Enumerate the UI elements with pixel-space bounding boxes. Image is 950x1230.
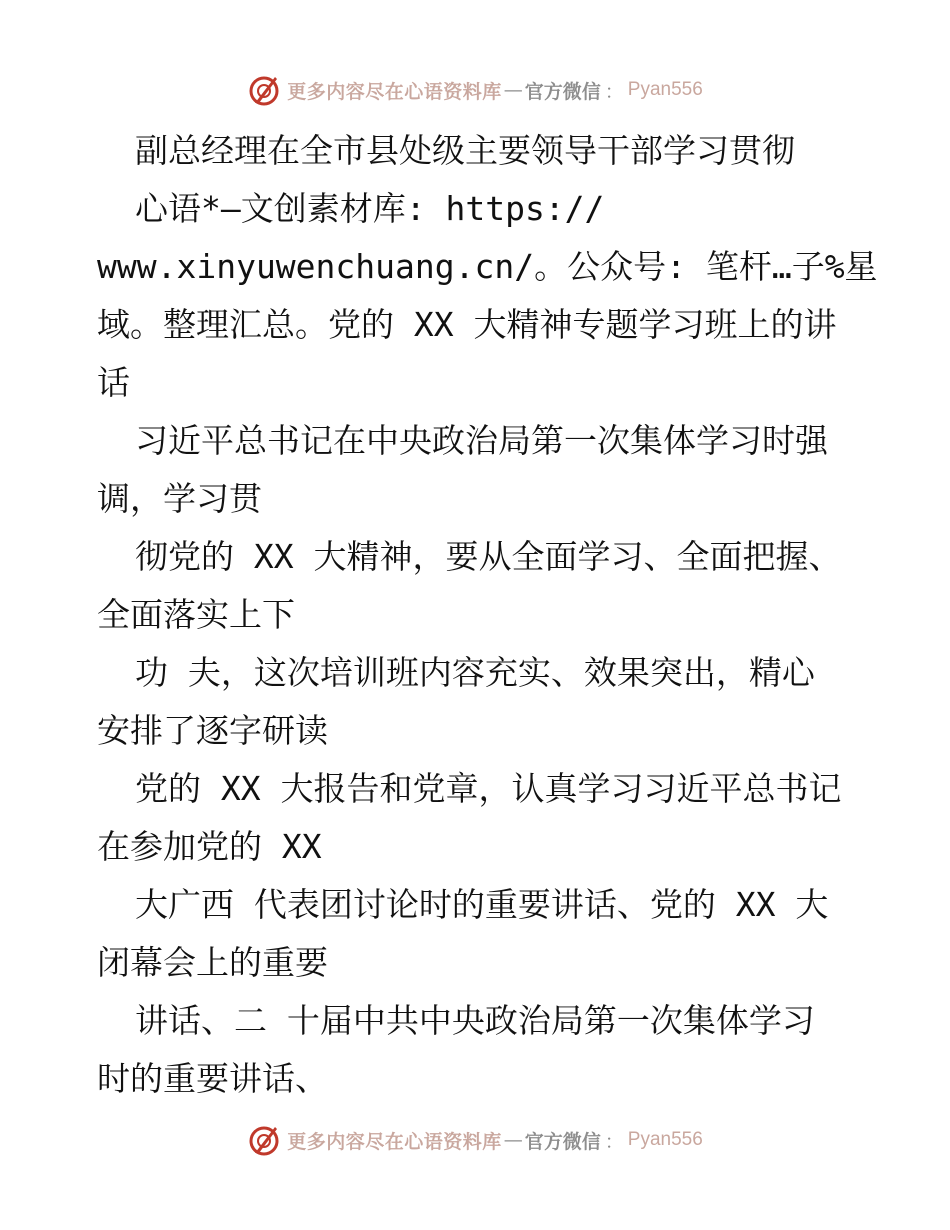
text-line: 习近平总书记在中央政治局第一次集体学习时强 — [135, 421, 828, 460]
quill-seal-icon — [247, 73, 281, 107]
watermark-site-text: 更多内容尽在心语资料库 — [287, 1130, 502, 1153]
text-line: 域。整理汇总。党的 XX 大精神专题学习班上的讲 — [97, 305, 837, 344]
watermark-wechat-label: 官方微信 — [524, 80, 601, 103]
text-line: 调，学习贯 — [97, 479, 262, 518]
text-line: 副总经理在全市县处级主要领导干部学习贯彻 — [135, 131, 795, 170]
text-line: 在参加党的 XX — [97, 827, 322, 866]
text-line: 彻党的 XX 大精神，要从全面学习、全面把握、 — [135, 537, 842, 576]
text-line: 闭幕会上的重要 — [97, 943, 328, 982]
watermark-separator: — — [503, 1129, 523, 1151]
watermark-wechat-id: Pyan556 — [627, 1129, 703, 1150]
watermark-colon: ： — [604, 80, 624, 103]
watermark-separator: — — [503, 79, 523, 101]
text-line: 党的 XX 大报告和党章，认真学习习近平总书记 — [135, 769, 842, 808]
text-line: 安排了逐字研读 — [97, 711, 328, 750]
watermark-wechat-label: 官方微信 — [524, 1130, 601, 1153]
text-line: 功 夫，这次培训班内容充实、效果突出，精心 — [135, 653, 815, 692]
text-line: 全面落实上下 — [97, 595, 295, 634]
watermark-colon: ： — [604, 1130, 624, 1153]
text-line: www.xinyuwenchuang.cn/。公众号: 笔杆…子%星 — [97, 247, 878, 286]
text-line: 时的重要讲话、 — [97, 1059, 328, 1098]
header-watermark — [0, 70, 950, 110]
footer-watermark — [0, 1120, 950, 1160]
text-line: 心语*—文创素材库: https:// — [135, 189, 605, 228]
quill-seal-icon — [247, 1123, 281, 1157]
watermark-site-text: 更多内容尽在心语资料库 — [287, 80, 502, 103]
text-line: 讲话、二 十届中共中央政治局第一次集体学习 — [135, 1001, 815, 1040]
document-body — [97, 122, 878, 1108]
text-line: 话 — [97, 363, 130, 402]
text-line: 大广西 代表团讨论时的重要讲话、党的 XX 大 — [135, 885, 829, 924]
watermark-wechat-id: Pyan556 — [627, 79, 703, 100]
